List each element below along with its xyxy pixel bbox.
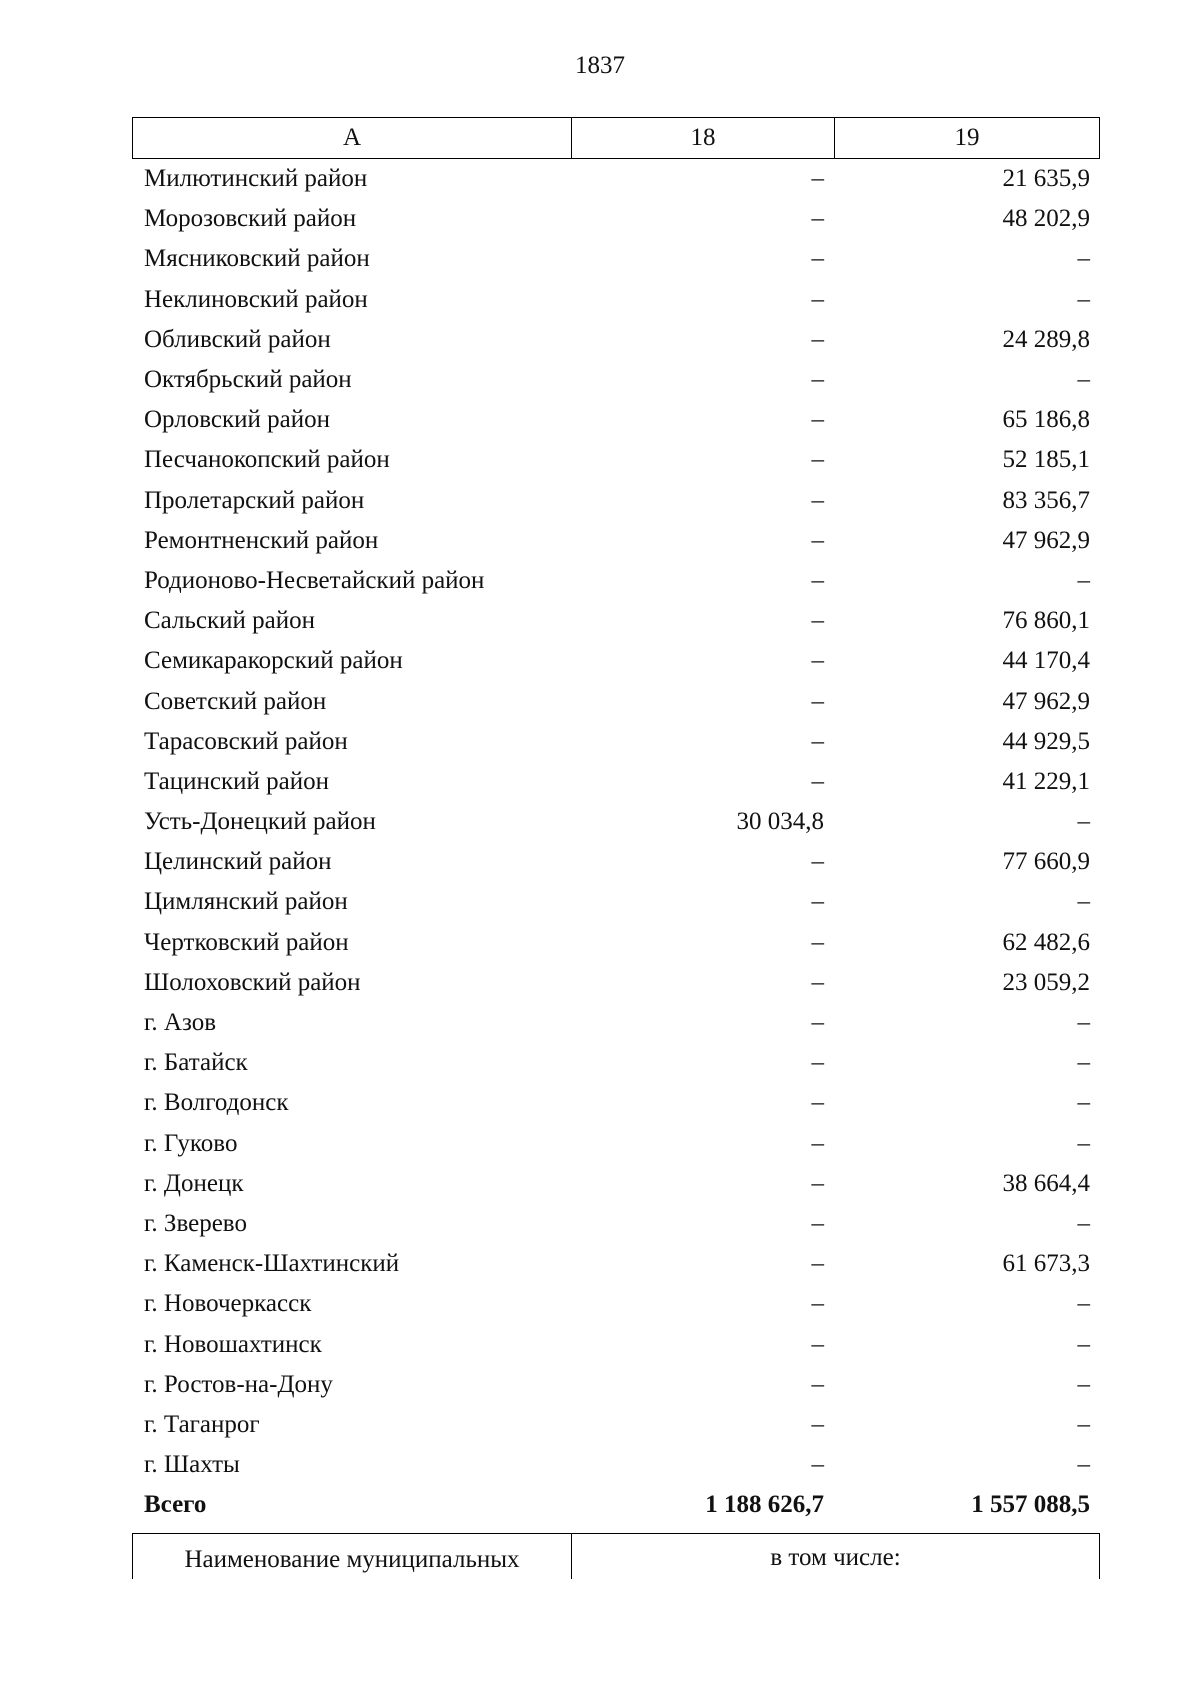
row-value-19: 44 170,4 [1002, 647, 1090, 675]
table-continuation-header [132, 1533, 1100, 1579]
row-value-19: 61 673,3 [1002, 1250, 1090, 1278]
table-body [132, 159, 1100, 1525]
row-name: Семикаракорский район [144, 647, 403, 675]
row-value-18: – [811, 1250, 824, 1278]
table-row [132, 601, 1100, 641]
table-row [132, 1405, 1100, 1445]
row-name: Орловский район [144, 406, 330, 434]
row-value-18: – [811, 1209, 824, 1237]
row-value-18: – [811, 1129, 824, 1157]
table-row [132, 1365, 1100, 1405]
row-value-19: 23 059,2 [1002, 968, 1090, 996]
row-name: г. Новошахтинск [144, 1330, 322, 1358]
row-value-19: 83 356,7 [1002, 486, 1090, 514]
header-col-19: 19 [954, 124, 980, 151]
table-row [132, 1124, 1100, 1164]
table-row [132, 440, 1100, 480]
table-row [132, 681, 1100, 721]
row-name: Тарасовский район [144, 727, 348, 755]
table-row [132, 400, 1100, 440]
row-value-19: – [1077, 1209, 1090, 1237]
row-value-18: – [811, 566, 824, 594]
row-value-19: 38 664,4 [1002, 1169, 1090, 1197]
footer-col-a: Наименование муниципальных [133, 1534, 572, 1579]
row-value-18: – [811, 607, 824, 635]
row-value-19: 1 557 088,5 [971, 1491, 1090, 1519]
row-name: г. Ростов-на-Дону [144, 1370, 333, 1398]
row-name: г. Зверево [144, 1209, 247, 1237]
row-value-18: – [811, 1089, 824, 1117]
footer-col-b: в том числе: [770, 1543, 901, 1571]
table-row [132, 1164, 1100, 1204]
row-value-19: 24 289,8 [1002, 325, 1090, 353]
table-row [132, 320, 1100, 360]
table-row [132, 722, 1100, 762]
row-name: Всего [144, 1491, 207, 1519]
row-name: Целинский район [144, 848, 332, 876]
row-value-19: 52 185,1 [1002, 446, 1090, 474]
row-value-18: – [811, 1169, 824, 1197]
row-name: Шолоховский район [144, 968, 361, 996]
row-name: Октябрьский район [144, 366, 352, 394]
row-value-19: – [1077, 1370, 1090, 1398]
row-value-19: 48 202,9 [1002, 205, 1090, 233]
row-value-18: – [811, 647, 824, 675]
row-name: г. Батайск [144, 1049, 248, 1077]
row-name: г. Шахты [144, 1451, 240, 1479]
row-name: г. Волгодонск [144, 1089, 289, 1117]
row-value-18: – [811, 446, 824, 474]
row-value-19: – [1077, 1049, 1090, 1077]
row-value-18: – [811, 526, 824, 554]
row-name: Сальский район [144, 607, 315, 635]
row-name: Усть-Донецкий район [144, 808, 376, 836]
row-name: г. Донецк [144, 1169, 244, 1197]
table-header [132, 117, 1100, 159]
row-name: г. Каменск-Шахтинский [144, 1250, 400, 1278]
row-name: Неклиновский район [144, 285, 368, 313]
row-value-18: – [811, 285, 824, 313]
row-value-19: – [1077, 1451, 1090, 1479]
header-col-18: 18 [572, 118, 835, 158]
row-value-18: – [811, 1009, 824, 1037]
table-row [132, 923, 1100, 963]
row-name: Родионово-Несветайский район [144, 566, 485, 594]
table-row [132, 802, 1100, 842]
row-value-19: – [1077, 1009, 1090, 1037]
table-row [132, 963, 1100, 1003]
table-row [132, 1043, 1100, 1083]
row-value-18: – [811, 325, 824, 353]
page-number: 1837 [575, 52, 625, 79]
row-value-18: – [811, 1370, 824, 1398]
row-name: Милютинский район [144, 165, 368, 193]
row-value-18: – [811, 888, 824, 916]
table-row [132, 360, 1100, 400]
row-value-19: 44 929,5 [1002, 727, 1090, 755]
row-name: Тацинский район [144, 767, 329, 795]
row-value-18: – [811, 727, 824, 755]
row-value-18: – [811, 767, 824, 795]
row-name: Морозовский район [144, 205, 357, 233]
row-value-19: – [1077, 366, 1090, 394]
table-row [132, 842, 1100, 882]
row-value-18: – [811, 366, 824, 394]
table-row [132, 1083, 1100, 1123]
row-name: Песчанокопский район [144, 446, 390, 474]
row-value-18: 30 034,8 [736, 808, 824, 836]
table-row [132, 280, 1100, 320]
table-row [132, 762, 1100, 802]
row-value-18: 1 188 626,7 [705, 1491, 824, 1519]
table-row [132, 1003, 1100, 1043]
row-value-19: – [1077, 245, 1090, 273]
row-name: г. Азов [144, 1009, 217, 1037]
row-value-19: 77 660,9 [1002, 848, 1090, 876]
table-row [132, 1244, 1100, 1284]
header-col-a: А [133, 118, 572, 158]
table-row [132, 481, 1100, 521]
row-value-19: 62 482,6 [1002, 928, 1090, 956]
table-row [132, 641, 1100, 681]
row-value-18: – [811, 928, 824, 956]
row-name: Советский район [144, 687, 327, 715]
row-value-19: – [1077, 1089, 1090, 1117]
table-row [132, 1284, 1100, 1324]
row-value-19: 41 229,1 [1002, 767, 1090, 795]
row-value-18: – [811, 245, 824, 273]
table-row [132, 561, 1100, 601]
table-row [132, 1324, 1100, 1364]
row-value-18: – [811, 968, 824, 996]
total-row [132, 1485, 1100, 1525]
row-value-19: 47 962,9 [1002, 526, 1090, 554]
table-row [132, 239, 1100, 279]
row-value-19: – [1077, 1410, 1090, 1438]
row-value-19: 21 635,9 [1002, 165, 1090, 193]
row-name: г. Гуково [144, 1129, 238, 1157]
row-value-18: – [811, 1451, 824, 1479]
row-value-18: – [811, 205, 824, 233]
row-value-18: – [811, 1290, 824, 1318]
row-value-19: – [1077, 285, 1090, 313]
row-value-19: – [1077, 888, 1090, 916]
table-row [132, 521, 1100, 561]
row-value-19: 47 962,9 [1002, 687, 1090, 715]
row-value-19: – [1077, 1330, 1090, 1358]
row-value-18: – [811, 1410, 824, 1438]
row-value-19: – [1077, 808, 1090, 836]
row-value-18: – [811, 1330, 824, 1358]
row-value-19: – [1077, 1129, 1090, 1157]
table-row [132, 159, 1100, 199]
row-value-18: – [811, 486, 824, 514]
row-value-19: – [1077, 1290, 1090, 1318]
row-value-18: – [811, 848, 824, 876]
row-value-19: 76 860,1 [1002, 607, 1090, 635]
row-name: Пролетарский район [144, 486, 365, 514]
row-name: Чертковский район [144, 928, 349, 956]
table-row [132, 1204, 1100, 1244]
row-name: Ремонтненский район [144, 526, 379, 554]
row-name: Обливский район [144, 325, 331, 353]
row-name: г. Новочеркасск [144, 1290, 312, 1318]
table-row [132, 199, 1100, 239]
row-value-18: – [811, 406, 824, 434]
row-value-18: – [811, 165, 824, 193]
row-name: Цимлянский район [144, 888, 348, 916]
row-value-18: – [811, 1049, 824, 1077]
row-name: г. Таганрог [144, 1410, 260, 1438]
row-value-18: – [811, 687, 824, 715]
table-row [132, 1445, 1100, 1485]
row-value-19: – [1077, 566, 1090, 594]
row-name: Мясниковский район [144, 245, 370, 273]
table-row [132, 882, 1100, 922]
row-value-19: 65 186,8 [1002, 406, 1090, 434]
